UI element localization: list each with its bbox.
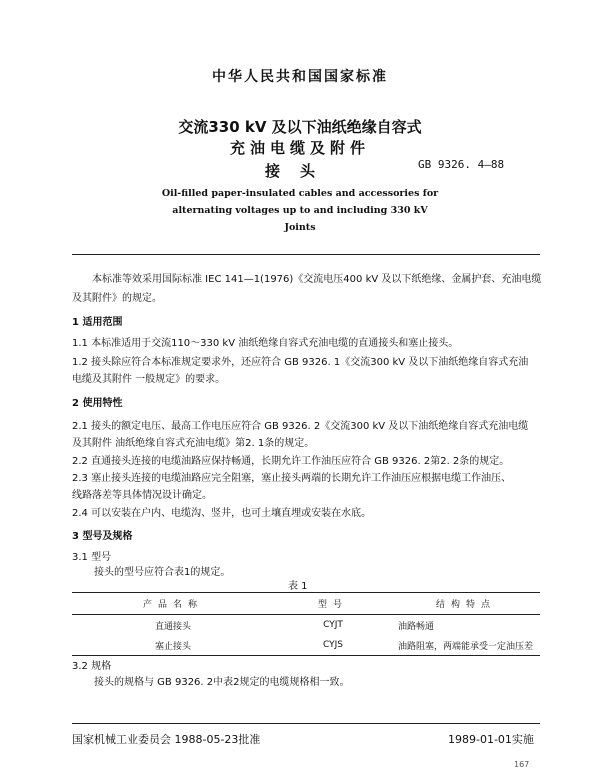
footer-divider: [72, 723, 540, 724]
header-divider: [72, 254, 540, 255]
table-header-feature: 结构特点: [392, 592, 540, 615]
standard-org-header: 中华人民共和国国家标准: [212, 69, 388, 85]
english-title-line-2: alternating voltages up to and including 330 kV: [172, 205, 428, 216]
table-header-name: 产品名称: [72, 592, 274, 615]
table-header-row: [72, 592, 540, 615]
clause-1-2-line-1: 1.2 接头除应符合本标准规定要求外，还应符合 GB 9326. 1《交流300 kV 及以下油纸绝缘自容式充油: [72, 357, 529, 368]
approval-info: 国家机械工业委员会 1988-05-23批准: [72, 733, 261, 746]
english-title-line-1: Oil-filled paper-insulated cables and accessories for: [161, 188, 439, 199]
clause-2-3-line-2: 线路落差等具体情况设计确定。: [72, 490, 212, 501]
subsection-3-2-heading: 3.2 规格: [72, 661, 112, 672]
clause-2-1-line-1: 2.1 接头的额定电压、最高工作电压应符合 GB 9326. 2《交流300 kV 及以下油纸绝缘自容式充油电缆: [72, 421, 529, 432]
table-row: [72, 615, 540, 636]
title-line-1: 交流330 kV 及以下油纸绝缘自容式: [178, 118, 422, 136]
clause-2-1-line-2: 及其附件 油纸绝缘自容式充油电缆》第2. 1条的规定。: [72, 438, 315, 449]
clause-1-1: 1.1 本标准适用于交流110～330 kV 油纸绝缘自容式充油电缆的直通接头和塞止接头。: [72, 338, 459, 349]
clause-2-2: 2.2 直通接头连接的电缆油路应保持畅通，长期允许工作油压应符合 GB 9326. 2第2. 2条的规定。: [72, 456, 510, 467]
title-line-3: 接头: [264, 162, 335, 180]
table-cell-model: CYJS: [274, 635, 392, 656]
clause-2-4: 2.4 可以安装在户内、电缆沟、竖井，也可土壤直埋或安装在水底。: [72, 508, 372, 519]
intro-line-1: 本标准等效采用国际标准 IEC 141—1(1976)《交流电压400 kV 及以下纸绝缘、金属护套、充油电缆: [92, 274, 542, 285]
table-cell-feature: 油路畅通: [398, 621, 435, 632]
title-line-2: 充油电缆及附件: [229, 139, 370, 157]
section-2-heading: 2 使用特性: [72, 398, 123, 409]
section-3-heading: 3 型号及规格: [72, 531, 133, 542]
clause-3-2-text: 接头的规格与 GB 9326. 2中表2规定的电缆规格相一致。: [94, 677, 350, 688]
spec-table: [72, 592, 540, 656]
table-cell-feature: 油路阻塞，两端能承受一定油压差: [392, 635, 540, 656]
clause-1-2-line-2: 电缆及其附件 一般规定》的要求。: [72, 374, 226, 385]
clause-3-1-text: 接头的型号应符合表1的规定。: [94, 567, 231, 578]
table-cell-name: 直通接头: [154, 621, 191, 632]
table-row: [72, 635, 540, 656]
table-title: 表 1: [288, 581, 308, 592]
page-number: 167: [514, 760, 530, 769]
intro-line-2: 及其附件》的规定。: [72, 293, 162, 304]
gb-standard-code: GB 9326. 4—88: [418, 158, 505, 171]
subsection-3-1-heading: 3.1 型号: [72, 552, 112, 563]
table-header-model: 型号: [274, 592, 392, 615]
table-cell-model: CYJT: [323, 620, 343, 630]
english-title-line-3: Joints: [284, 222, 316, 233]
section-1-heading: 1 适用范围: [72, 317, 123, 328]
table-cell-name: 塞止接头: [72, 635, 274, 656]
effective-date: 1989-01-01实施: [448, 733, 534, 746]
clause-2-3-line-1: 2.3 塞止接头连接的电缆油路应完全阻塞，塞止接头两端的长期允许工作油压应根据电缆工作油压、: [72, 473, 512, 484]
